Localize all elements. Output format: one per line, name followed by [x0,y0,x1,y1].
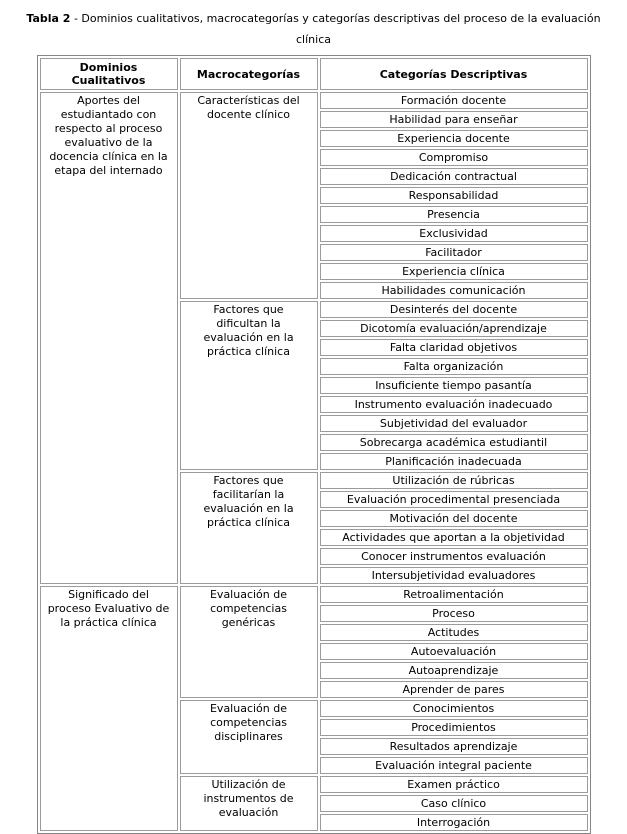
macrocategory-cell: Evaluación de competencias genéricas [180,586,318,698]
category-cell: Sobrecarga académica estudiantil [320,434,588,451]
header-categorias-descriptivas: Categorías Descriptivas [320,58,588,90]
macrocategory-cell: Evaluación de competencias disciplinares [180,700,318,774]
category-cell: Interrogación [320,814,588,831]
category-cell: Evaluación integral paciente [320,757,588,774]
category-cell: Desinterés del docente [320,301,588,318]
category-cell: Subjetividad del evaluador [320,415,588,432]
category-cell: Intersubjetividad evaluadores [320,567,588,584]
category-cell: Experiencia docente [320,130,588,147]
category-cell: Facilitador [320,244,588,261]
category-cell: Dedicación contractual [320,168,588,185]
table-row [40,586,588,603]
domain-cell: Significado del proceso Evaluativo de la práctica clínica [40,586,178,831]
category-cell: Dicotomía evaluación/aprendizaje [320,320,588,337]
table-caption-label: Tabla 2 [26,12,71,25]
categories-table [37,55,591,834]
header-dominios-cualitativos: Dominios Cualitativos [40,58,178,90]
category-cell: Experiencia clínica [320,263,588,280]
table-row [40,92,588,109]
category-cell: Insuficiente tiempo pasantía [320,377,588,394]
category-cell: Conocer instrumentos evaluación [320,548,588,565]
category-cell: Utilización de rúbricas [320,472,588,489]
header-row [40,58,588,90]
category-cell: Falta claridad objetivos [320,339,588,356]
category-cell: Retroalimentación [320,586,588,603]
category-cell: Habilidades comunicación [320,282,588,299]
category-cell: Conocimientos [320,700,588,717]
category-cell: Presencia [320,206,588,223]
category-cell: Instrumento evaluación inadecuado [320,396,588,413]
category-cell: Proceso [320,605,588,622]
category-cell: Aprender de pares [320,681,588,698]
category-cell: Habilidad para enseñar [320,111,588,128]
category-cell: Examen práctico [320,776,588,793]
category-cell: Compromiso [320,149,588,166]
category-cell: Actitudes [320,624,588,641]
category-cell: Actividades que aportan a la objetividad [320,529,588,546]
header-macrocategorias: Macrocategorías [180,58,318,90]
category-cell: Falta organización [320,358,588,375]
category-cell: Autoevaluación [320,643,588,660]
macrocategory-cell: Factores que dificultan la evaluación en la práctica clínica [180,301,318,470]
category-cell: Formación docente [320,92,588,109]
category-cell: Procedimientos [320,719,588,736]
table-caption [14,8,613,50]
macrocategory-cell: Características del docente clínico [180,92,318,299]
category-cell: Planificación inadecuada [320,453,588,470]
category-cell: Motivación del docente [320,510,588,527]
category-cell: Caso clínico [320,795,588,812]
category-cell: Resultados aprendizaje [320,738,588,755]
category-cell: Responsabilidad [320,187,588,204]
category-cell: Autoaprendizaje [320,662,588,679]
macrocategory-cell: Utilización de instrumentos de evaluación [180,776,318,831]
category-cell: Exclusividad [320,225,588,242]
table-caption-text: - Dominios cualitativos, macrocategorías y categorías descriptivas del proceso de la evaluación clínica [70,12,601,46]
category-cell: Evaluación procedimental presenciada [320,491,588,508]
domain-cell: Aportes del estudiantado con respecto al proceso evaluativo de la docencia clínica en la etapa del internado [40,92,178,584]
macrocategory-cell: Factores que facilitarían la evaluación en la práctica clínica [180,472,318,584]
